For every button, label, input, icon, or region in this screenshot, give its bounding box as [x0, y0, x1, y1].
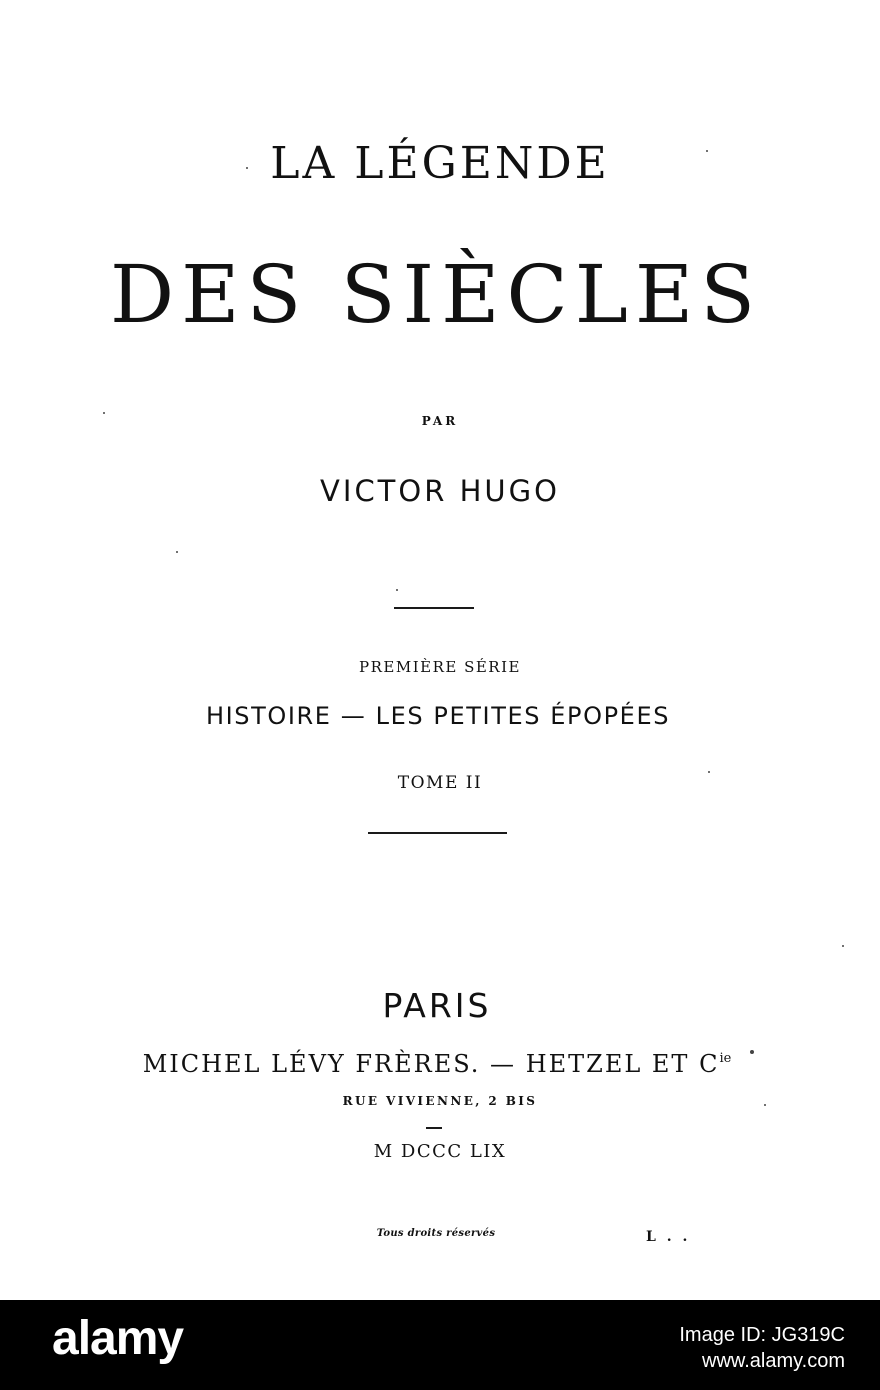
volume-label: TOME II — [397, 773, 483, 793]
watermark-logo: alamy — [52, 1312, 184, 1365]
paper-speck — [396, 589, 398, 591]
top-divider — [394, 607, 474, 609]
title-line-2: DES SIÈCLES — [109, 248, 763, 341]
middle-divider — [368, 832, 507, 834]
watermark-footer — [0, 1300, 880, 1390]
paper-speck — [103, 412, 105, 414]
by-label: PAR — [421, 414, 459, 428]
site-url: www.alamy.com — [702, 1350, 845, 1372]
paper-speck — [764, 1104, 766, 1106]
paper-speck — [246, 167, 248, 169]
publisher-address: RUE VIVIENNE, 2 BIS — [342, 1094, 538, 1108]
publication-year: M DCCC LIX — [373, 1141, 507, 1162]
author-name: VICTOR HUGO — [320, 474, 560, 508]
paper-speck — [750, 1050, 754, 1054]
series-label: PREMIÈRE SÉRIE — [359, 658, 521, 676]
rights-notice: Tous droits réservés — [376, 1228, 496, 1239]
short-divider — [426, 1127, 442, 1129]
watermark-meta — [679, 1322, 845, 1374]
paper-speck — [706, 150, 708, 152]
publisher-suffix: ie — [719, 1051, 732, 1066]
subtitle: HISTOIRE — LES PETITES ÉPOPÉES — [205, 702, 671, 730]
publisher-line — [0, 1050, 877, 1078]
paper-speck — [842, 945, 844, 947]
publisher-name: MICHEL LÉVY FRÈRES. — HETZEL ET C — [142, 1050, 720, 1078]
paper-speck — [708, 771, 710, 773]
image-id-label: Image ID: JG319C — [679, 1324, 845, 1346]
publication-city: PARIS — [382, 986, 492, 1025]
title-line-1: LA LÉGENDE — [270, 138, 610, 189]
paper-speck — [176, 551, 178, 553]
stray-print-mark: L . . — [646, 1229, 691, 1245]
